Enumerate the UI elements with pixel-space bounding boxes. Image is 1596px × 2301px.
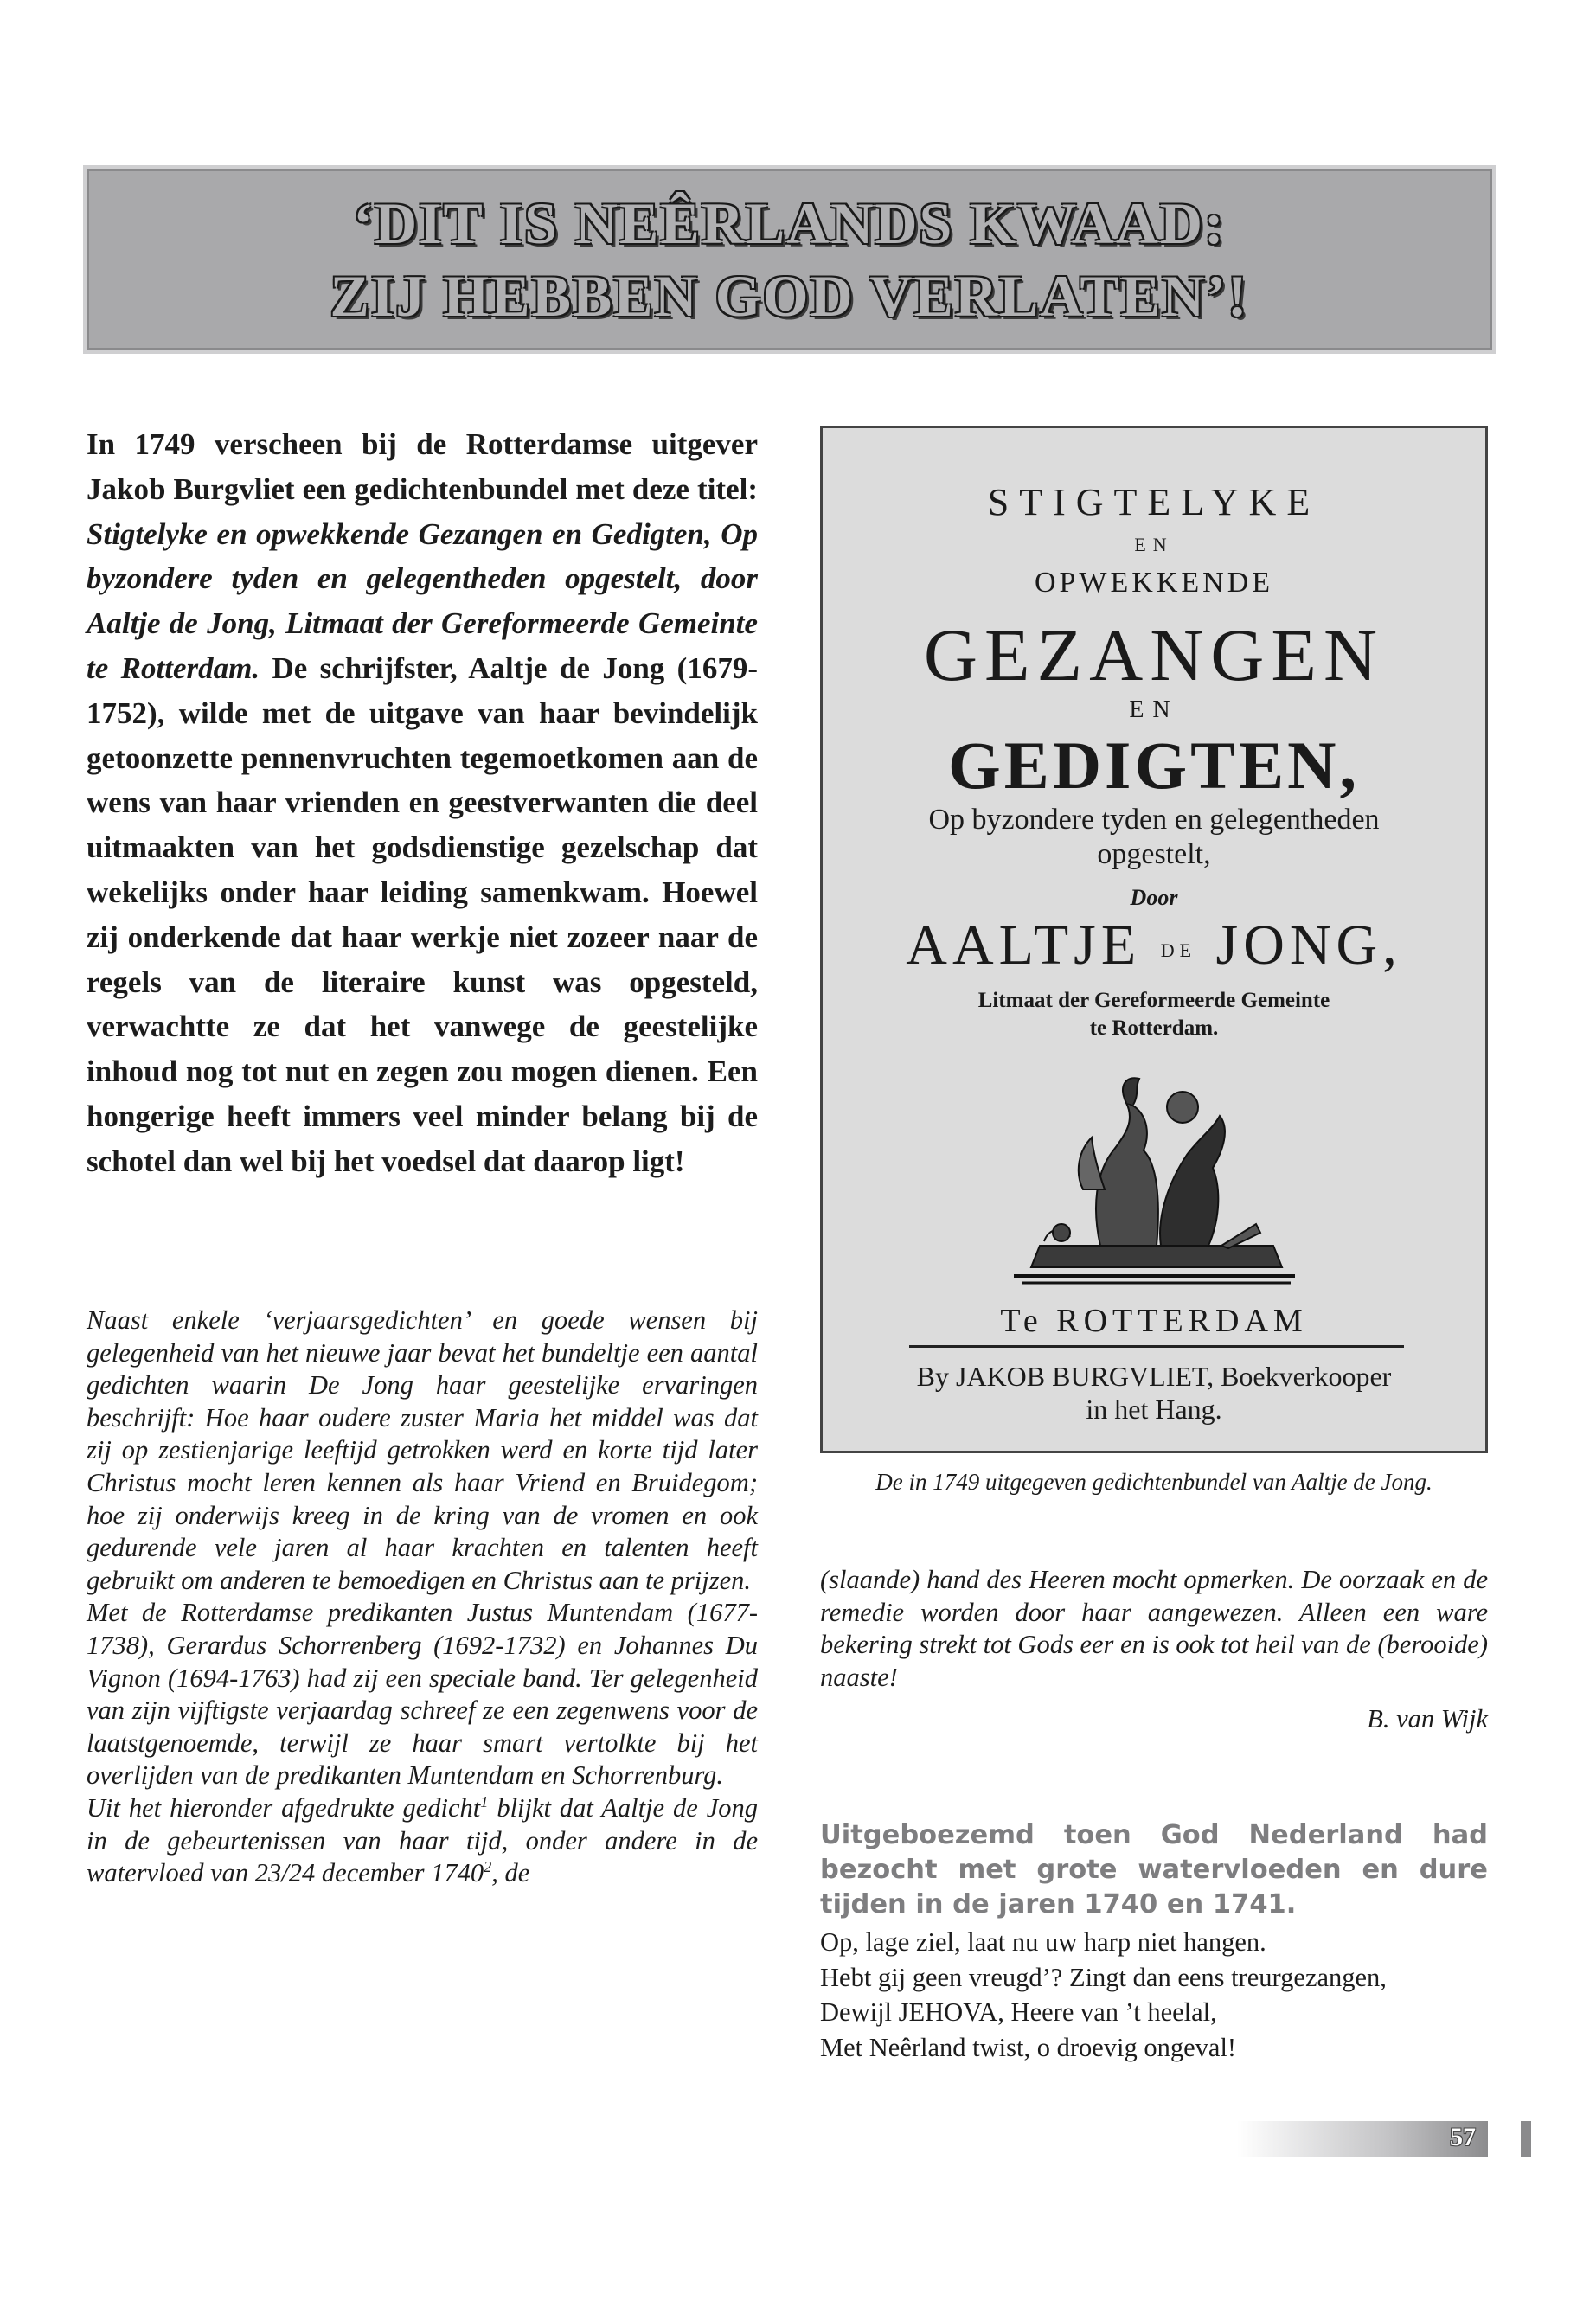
- tp-line-author: [823, 913, 1485, 978]
- left-body-text: [87, 1304, 758, 1890]
- tp-line-byzondere: Op byzondere tyden en gelegentheden: [928, 804, 1380, 836]
- tp-line-litmaat: Litmaat der Gereformeerde Gemeinte: [977, 989, 1330, 1012]
- title-line-2: ZIJ HEBBEN GOD VERLATEN’!: [330, 263, 1249, 329]
- tp-line-en-1: EN: [1134, 534, 1174, 555]
- p3-text-a: Uit het hieronder afgedrukte gedicht: [87, 1792, 481, 1823]
- figure-caption: De in 1749 uitgegeven gedichtenbundel van Aaltje de Jong.: [875, 1469, 1433, 1495]
- book-title-page-image: [820, 426, 1488, 1453]
- poem: [820, 1925, 1488, 2065]
- intro-text-end: De schrijfster, Aaltje de Jong (1679-1752), wilde met de uitgave van haar bevindelijk getoonzette pennenvruchten tegemoetkomen aan de wens van haar vrienden en geestverwanten die deel uitmaakten van het godsdienstige gezelschap dat wekelijks onder haar leiding samenkwam. Hoewel zij onderkende dat haar werkje niet zozeer naar de regels van de literaire kunst was opgesteld, verwachtte ze dat het vanwege de geestelijke inhoud nog tot nut en zegen zou mogen dienen. Een hongerige heeft immers veel minder belang bij de schotel dan wel bij het voedsel dat daarop ligt!: [87, 651, 758, 1178]
- footnote-ref-2: 2: [484, 1857, 492, 1875]
- left-paragraph-3: [87, 1792, 758, 1890]
- left-paragraph-1: Naast enkele ‘verjaarsgedichten’ en goede wensen bij gelegenheid van het nieuwe jaar bevat het bundeltje een aantal gedichten waarin De Jong haar geestelijke ervaringen beschrijft: Hoe haar oudere zuster Maria het middel was dat zij op zestienjarige leeftijd getrokken werd en korte tijd later Christus mocht leren kennen als haar Vriend en Bruidegom; hoe zij onderwijs kreeg in de kring van de vromen en ook gedurende vele jaren al haar krachten en talenten heeft gebruikt om anderen te bemoedigen en Christus aan te prijzen.: [87, 1305, 758, 1595]
- tp-line-door: Door: [1130, 885, 1178, 910]
- tp-line-stigtelyke: STIGTELYKE: [987, 481, 1321, 523]
- tp-author-last: JONG,: [1215, 913, 1402, 977]
- footnote-ref-1: 1: [480, 1792, 489, 1811]
- poem-line: Dewijl JEHOVA, Heere van ’t heelal,: [820, 1997, 1217, 2027]
- printer-emblem-illustration: [997, 1068, 1311, 1289]
- p3-text-b: blijkt dat Aaltje de Jong in de gebeurtenissen van haar tijd, onder andere in de watervloed van 23/24 december 1740: [87, 1792, 759, 1888]
- author-signature: B. van Wijk: [1367, 1704, 1488, 1734]
- poem-line: Hebt gij geen vreugd’? Zingt dan eens treurgezangen,: [820, 1962, 1387, 1992]
- tp-rule: [909, 1345, 1404, 1348]
- right-paragraph-1: (slaande) hand des Heeren mocht opmerken. De oorzaak en de remedie worden door haar aangewezen. Alleen een ware bekering strekt tot Gods eer en is ook tot heil van de (berooide) naaste!: [820, 1565, 1488, 1692]
- intro-book-title: Stigtelyke en opwekkende Gezangen en Gedigten, Op byzondere tyden en gelegentheden opgestelt, door Aaltje de Jong, Litmaat der Gereformeerde Gemeinte te Rotterdam.: [87, 516, 758, 685]
- page-number: 57: [1450, 2123, 1476, 2151]
- left-paragraph-2: Met de Rotterdamse predikanten Justus Muntendam (1677-1738), Gerardus Schorrenberg (1692-1732) en Johannes Du Vignon (1694-1763) had zij een speciale band. Ter gelegenheid van zijn vijftigste verjaardag schreef ze een zegenwens voor de laatstgenoemde, terwijl ze haar smart vertolkte bij het overlijden van de predikanten Muntendam en Schorrenburg.: [87, 1598, 758, 1791]
- tp-line-en-2: EN: [1129, 696, 1179, 723]
- tp-line-te-rotterdam-imprint: Te ROTTERDAM: [1000, 1303, 1308, 1339]
- footer-end-block: [1521, 2121, 1531, 2157]
- tp-author-de: DE: [1160, 939, 1197, 961]
- intro-text-start: In 1749 verscheen bij de Rotterdamse uitgever Jakob Burgvliet een gedichtenbundel met deze titel:: [87, 427, 758, 506]
- tp-line-opwekkende: OPWEKKENDE: [1034, 567, 1274, 599]
- tp-line-opgestelt: opgestelt,: [1097, 838, 1211, 870]
- title-line-1: ‘DIT IS NEÊRLANDS KWAAD:: [353, 190, 1226, 256]
- title-banner: [87, 169, 1492, 350]
- tp-line-hang: in het Hang.: [1086, 1394, 1222, 1425]
- intro-paragraph: [87, 422, 758, 1184]
- poem-line: Op, lage ziel, laat nu uw harp niet hangen.: [820, 1927, 1266, 1957]
- p3-text-c: , de: [491, 1858, 530, 1888]
- tp-line-gezangen: GEZANGEN: [923, 613, 1385, 696]
- tp-author-first: AALTJE: [906, 913, 1142, 977]
- tp-line-gedigten: GEDIGTEN,: [948, 727, 1360, 803]
- right-body-text: [820, 1564, 1488, 1734]
- poem-heading: Uitgeboezemd toen God Nederland had bezocht met grote watervloeden en dure tijden in de jaren 1740 en 1741.: [820, 1820, 1488, 1920]
- poem-line: Met Neêrland twist, o droevig ongeval!: [820, 2032, 1237, 2062]
- tp-line-publisher: By JAKOB BURGVLIET, Boekverkooper: [916, 1361, 1392, 1392]
- tp-line-te-rotterdam: te Rotterdam.: [1089, 1016, 1219, 1040]
